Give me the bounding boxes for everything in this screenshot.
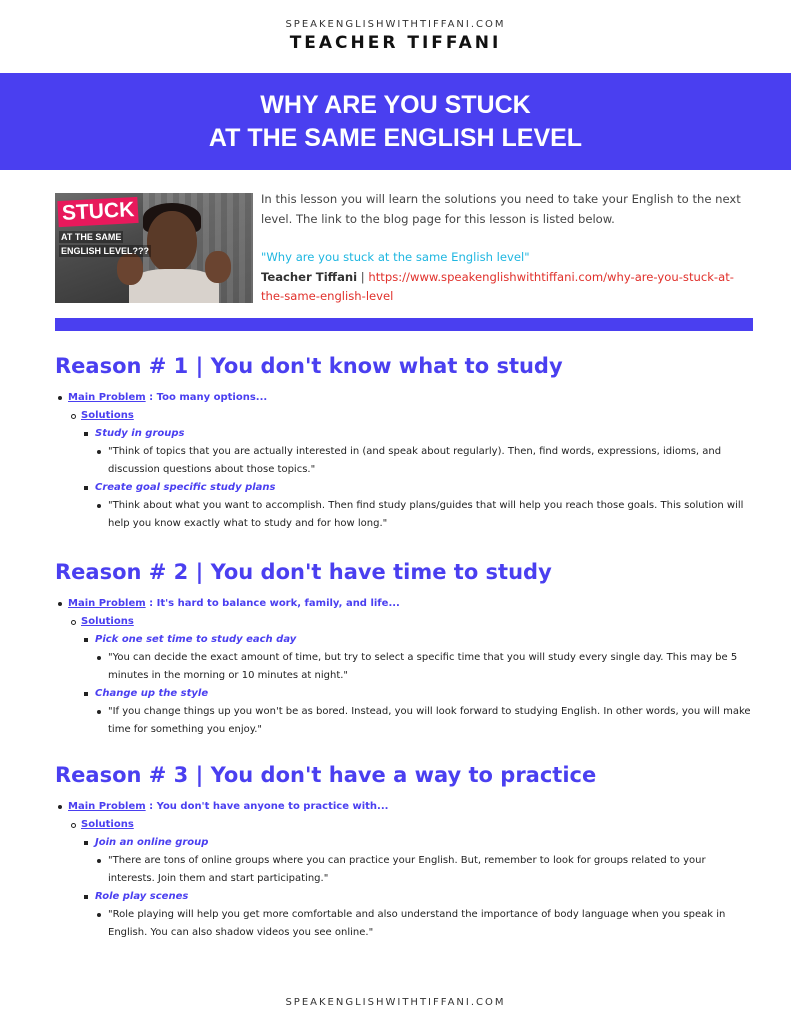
disc-bullet bbox=[58, 805, 62, 809]
square-bullet bbox=[84, 841, 88, 845]
intro-text: In this lesson you will learn the solutions you need to take your English to the next level. The link to the blog page for this lesson is listed below. bbox=[261, 192, 741, 226]
solution-detail: "There are tons of online groups where you can practice your English. But, remember to look for groups related to your interests. Join them and start participating." bbox=[108, 855, 706, 884]
list-item bbox=[55, 906, 755, 942]
teacher-name: Teacher Tiffani bbox=[261, 269, 358, 284]
disc-bullet bbox=[97, 504, 101, 508]
solution-title: Join an online group bbox=[95, 837, 209, 848]
list-item bbox=[55, 703, 755, 739]
main-problem-link[interactable]: Main Problem bbox=[68, 392, 146, 403]
reason-2-list bbox=[55, 595, 755, 739]
solution-title: Create goal specific study plans bbox=[95, 482, 276, 493]
main-problem-text: : It's hard to balance work, family, and life... bbox=[145, 598, 400, 609]
thumbnail-face bbox=[147, 211, 197, 273]
section-divider bbox=[55, 318, 753, 331]
lesson-link-line bbox=[261, 268, 751, 307]
link-separator: | bbox=[357, 269, 369, 284]
solution-title: Role play scenes bbox=[95, 891, 189, 902]
list-item bbox=[55, 816, 755, 834]
video-thumbnail[interactable] bbox=[55, 193, 253, 303]
title-banner bbox=[0, 73, 791, 170]
reason-1-list bbox=[55, 389, 755, 533]
thumbnail-stuck-label: STUCK bbox=[57, 197, 139, 227]
list-item bbox=[55, 798, 755, 816]
lesson-quote: "Why are you stuck at the same English level" bbox=[261, 250, 530, 264]
disc-bullet bbox=[97, 656, 101, 660]
solution-detail: "You can decide the exact amount of time, but try to select a specific time that you will study every single day. This may be 5 minutes in the morning or 10 minutes at night." bbox=[108, 652, 738, 681]
thumbnail-sub-label-1: AT THE SAME bbox=[61, 232, 122, 242]
site-url-footer: SPEAKENGLISHWITHTIFFANI.COM bbox=[285, 997, 506, 1008]
brand-title: TEACHER TIFFANI bbox=[289, 33, 502, 53]
disc-bullet bbox=[58, 602, 62, 606]
main-problem-text: : Too many options... bbox=[145, 392, 268, 403]
solution-title: Study in groups bbox=[95, 428, 185, 439]
list-item bbox=[55, 389, 755, 407]
disc-bullet bbox=[97, 710, 101, 714]
list-item bbox=[55, 425, 755, 443]
list-item bbox=[55, 649, 755, 685]
list-item bbox=[55, 613, 755, 631]
thumbnail-sub-label-2: ENGLISH LEVEL??? bbox=[61, 246, 150, 256]
solution-title: Pick one set time to study each day bbox=[95, 634, 297, 645]
circle-bullet bbox=[71, 414, 76, 419]
circle-bullet bbox=[71, 620, 76, 625]
disc-bullet bbox=[97, 913, 101, 917]
thumbnail-hand-left bbox=[117, 253, 143, 285]
list-item bbox=[55, 685, 755, 703]
square-bullet bbox=[84, 486, 88, 490]
banner-title-line-1: WHY ARE YOU STUCK bbox=[260, 90, 531, 119]
list-item bbox=[55, 443, 755, 479]
solution-detail: "Think of topics that you are actually interested in (and speak about regularly). Then, find words, expressions, idioms, and discussion questions about those topics." bbox=[108, 446, 722, 475]
solutions-link[interactable]: Solutions bbox=[81, 410, 134, 421]
disc-bullet bbox=[97, 859, 101, 863]
disc-bullet bbox=[97, 450, 101, 454]
solution-detail: "Think about what you want to accomplish. Then find study plans/guides that will help you reach those goals. This solution will help you know exactly what to study and for how long." bbox=[108, 500, 744, 529]
solutions-link[interactable]: Solutions bbox=[81, 616, 134, 627]
list-item bbox=[55, 888, 755, 906]
square-bullet bbox=[84, 895, 88, 899]
solution-detail: "If you change things up you won't be as bored. Instead, you will look forward to studying English. In other words, you will make time for something you enjoy." bbox=[108, 706, 751, 735]
square-bullet bbox=[84, 692, 88, 696]
site-url-header: SPEAKENGLISHWITHTIFFANI.COM bbox=[285, 19, 506, 30]
list-item bbox=[55, 479, 755, 497]
list-item bbox=[55, 595, 755, 613]
solution-detail: "Role playing will help you get more comfortable and also understand the importance of body language when you speak in English. You can also shadow videos you see online." bbox=[108, 909, 726, 938]
circle-bullet bbox=[71, 823, 76, 828]
reason-1-heading: Reason # 1 | You don't know what to study bbox=[55, 354, 563, 378]
main-problem-link[interactable]: Main Problem bbox=[68, 598, 146, 609]
reason-3-heading: Reason # 3 | You don't have a way to practice bbox=[55, 763, 597, 787]
list-item bbox=[55, 497, 755, 533]
lesson-intro bbox=[261, 190, 751, 307]
list-item bbox=[55, 852, 755, 888]
square-bullet bbox=[84, 432, 88, 436]
solutions-link[interactable]: Solutions bbox=[81, 819, 134, 830]
thumbnail-hand-right bbox=[205, 251, 231, 283]
blog-link[interactable]: https://www.speakenglishwithtiffani.com/why-are-you-stuck-at-the-same-english-level bbox=[261, 269, 734, 303]
solution-title: Change up the style bbox=[95, 688, 209, 699]
banner-title-line-2: AT THE SAME ENGLISH LEVEL bbox=[208, 123, 583, 152]
main-problem-link[interactable]: Main Problem bbox=[68, 801, 146, 812]
list-item bbox=[55, 631, 755, 649]
list-item bbox=[55, 407, 755, 425]
list-item bbox=[55, 834, 755, 852]
reason-2-heading: Reason # 2 | You don't have time to study bbox=[55, 560, 552, 584]
reason-3-list bbox=[55, 798, 755, 942]
square-bullet bbox=[84, 638, 88, 642]
disc-bullet bbox=[58, 396, 62, 400]
main-problem-text: : You don't have anyone to practice with... bbox=[145, 801, 389, 812]
